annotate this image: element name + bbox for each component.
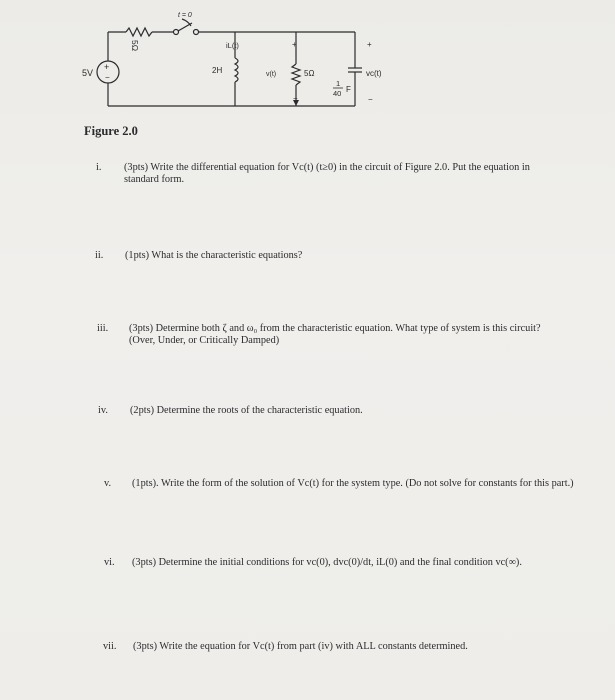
- question-number: iv.: [98, 405, 108, 416]
- question-text: (3pts) Write the equation for Vc(t) from part (iv) with ALL constants determined.: [133, 641, 468, 652]
- resistor-left-label: 5Ω: [130, 40, 140, 52]
- mid-minus: −: [293, 94, 298, 103]
- question-number: v.: [104, 478, 112, 489]
- source-label: 5V: [82, 68, 94, 78]
- resistor-top: [126, 28, 152, 36]
- switch-contact: [174, 30, 179, 35]
- question-text: (1pts) What is the characteristic equations?: [125, 250, 303, 261]
- figure-title: Figure 2.0: [84, 124, 138, 138]
- question-text: (3pts) Write the differential equation for Vc(t) (t≥0) in the circuit of Figure 2.0. Put the equation in standard form.: [124, 162, 530, 185]
- resistor-mid: [292, 64, 300, 85]
- circuit-diagram: [70, 6, 410, 124]
- inductor: [235, 58, 238, 82]
- cap-numerator: 1: [336, 79, 341, 88]
- switch-arrow: [182, 19, 191, 26]
- right-minus: −: [368, 95, 373, 104]
- question-number: vii.: [103, 641, 117, 652]
- cap-denominator: 40: [333, 89, 342, 98]
- switch-contact: [194, 30, 199, 35]
- question-text: (2pts) Determine the roots of the characteristic equation.: [130, 405, 363, 416]
- question-number: vi.: [104, 557, 115, 568]
- v-node-label: v(t): [266, 71, 277, 78]
- question-number: i.: [96, 162, 102, 173]
- question-text: (3pts) Determine the initial conditions for vc(0), dvc(0)/dt, iL(0) and the final condition vc(∞).: [132, 557, 522, 568]
- inductor-current-label: iL(t): [226, 41, 239, 50]
- source-minus: −: [105, 73, 110, 82]
- vc-label: vc(t): [366, 69, 382, 78]
- resistor-mid-label: 5Ω: [304, 69, 315, 78]
- question-text: (3pts) Determine both ζ and ω₀ from the characteristic equation. What type of system is this circuit? (Over, Under, or Critically Damped): [129, 323, 541, 346]
- inductor-label: 2H: [212, 66, 223, 75]
- source-plus: +: [104, 62, 110, 72]
- question-number: ii.: [95, 250, 104, 261]
- switch-label: t = 0: [178, 12, 192, 19]
- question-number: iii.: [97, 323, 109, 334]
- right-plus: +: [367, 40, 372, 49]
- cap-unit: F: [346, 85, 351, 94]
- mid-plus: +: [292, 40, 297, 49]
- question-text: (1pts). Write the form of the solution of Vc(t) for the system type. (Do not solve for constants for this part.): [132, 478, 574, 489]
